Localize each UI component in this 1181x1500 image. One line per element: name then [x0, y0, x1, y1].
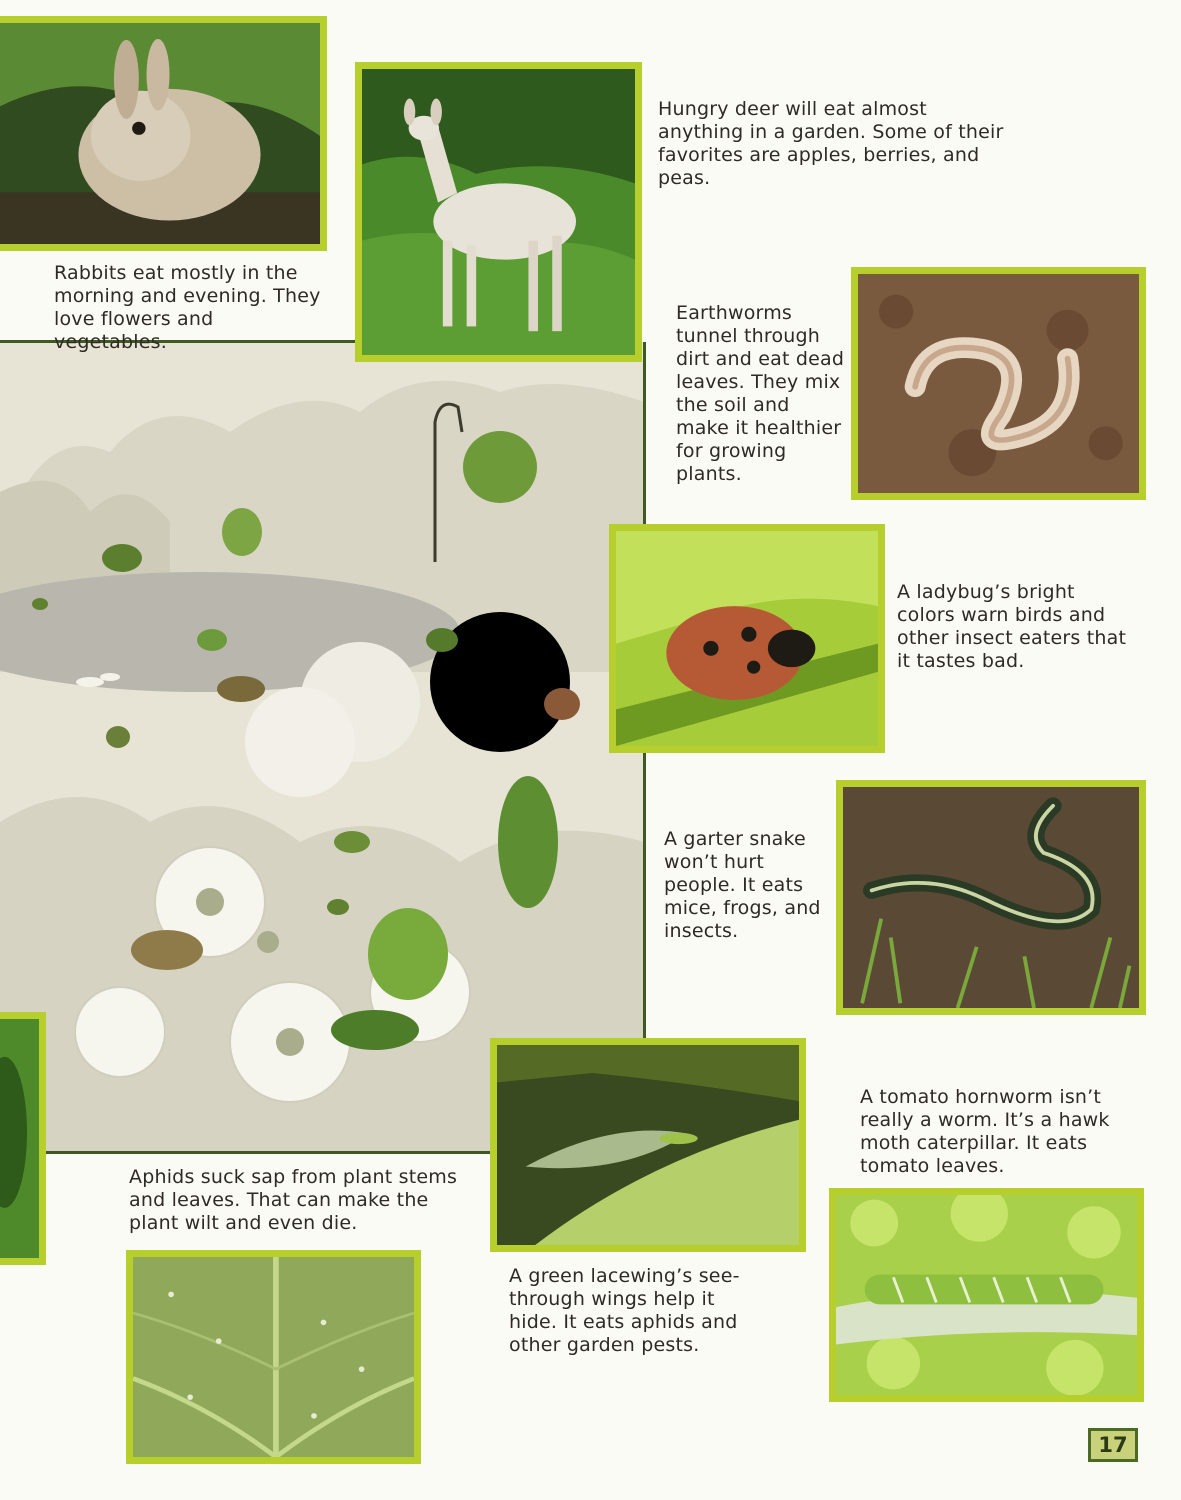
garden-illustration [0, 342, 644, 1152]
deer-photo [355, 62, 642, 362]
partial-photo [0, 1012, 46, 1265]
aphids-photo [126, 1250, 421, 1464]
lacewing-photo [490, 1038, 806, 1252]
earthworm-photo [851, 267, 1146, 500]
aphids-caption: Aphids suck sap from plant stems and leaves. That can make the plant wilt and even die. [129, 1166, 458, 1234]
garter-snake-caption: A garter snake won’t hurt people. It eats mice, frogs, and insects. [664, 828, 821, 942]
page-number: 17 [1088, 1428, 1138, 1462]
hornworm-caption: A tomato hornworm isn’t really a worm. It’s a hawk moth caterpillar. It eats tomato leaves. [860, 1086, 1110, 1177]
garter-snake-photo [836, 780, 1146, 1015]
rabbit-caption: Rabbits eat mostly in the morning and evening. They love flowers and vegetables. [54, 262, 321, 353]
earthworm-caption: Earthworms tunnel through dirt and eat dead leaves. They mix the soil and make it healthier for growing plants. [676, 302, 845, 485]
lacewing-caption: A green lacewing’s see-through wings help it hide. It eats aphids and other garden pests. [509, 1265, 740, 1356]
ladybug-photo [609, 524, 885, 753]
rabbit-photo [0, 16, 327, 251]
divider-rule [0, 1151, 495, 1154]
deer-caption: Hungry deer will eat almost anything in a garden. Some of their favorites are apples, berries, and peas. [658, 98, 1004, 189]
hornworm-photo [829, 1188, 1144, 1402]
ladybug-caption: A ladybug’s bright colors warn birds and other insect eaters that it tastes bad. [897, 581, 1127, 672]
